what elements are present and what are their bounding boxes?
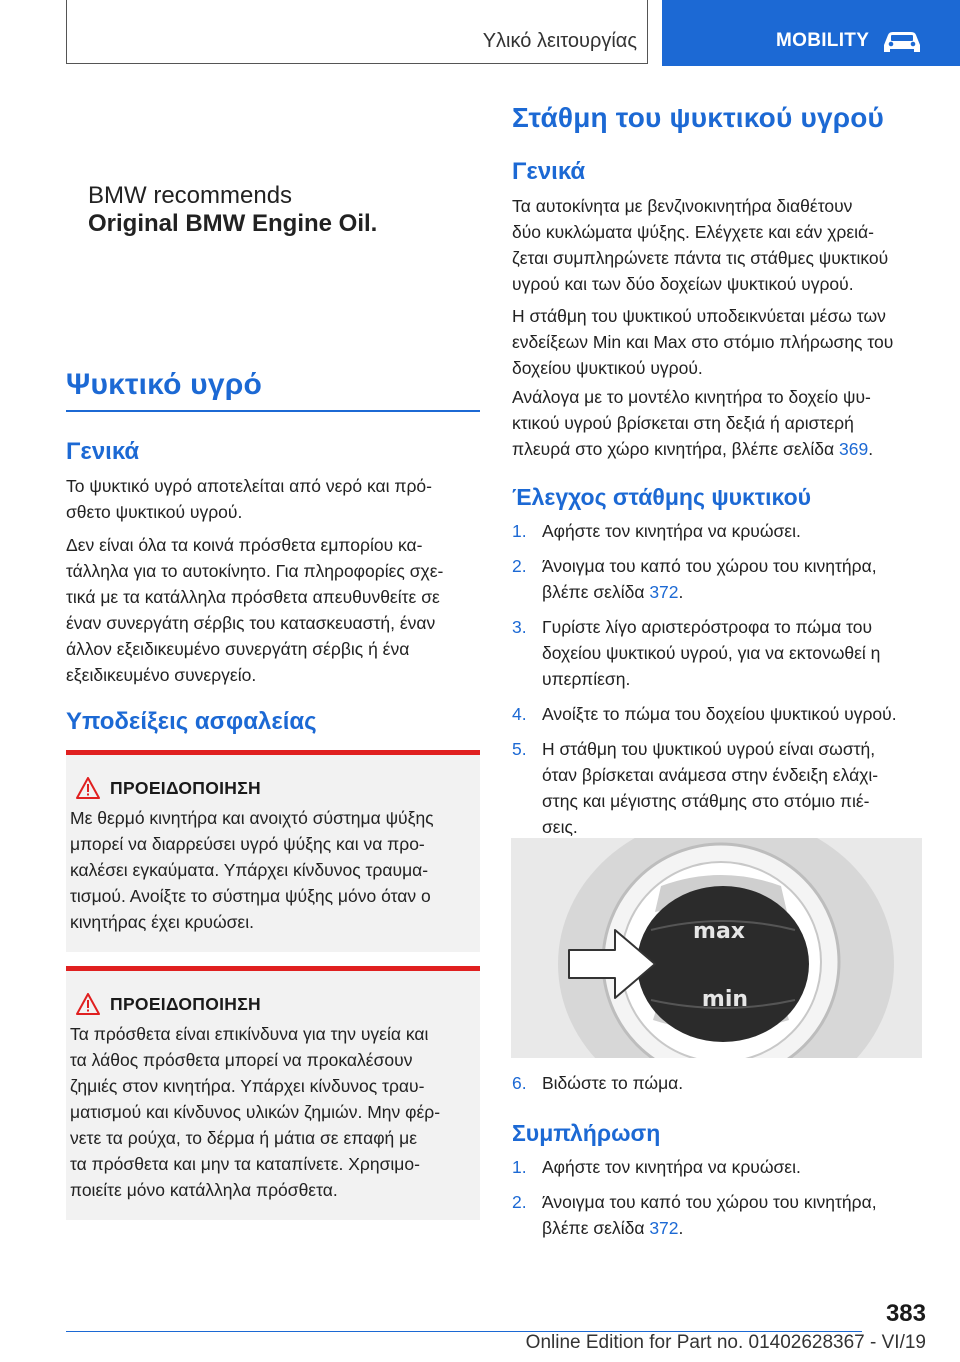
fill-heading: Συμπλήρωση (512, 1120, 661, 1146)
list-item: 3. Γυρίστε λίγο αριστερόστροφα το πώμα του δοχείου ψυκτικού υγρού, για να εκτονωθεί η υπερπίεση. (512, 617, 881, 689)
filler-neck-drawing (511, 838, 922, 1058)
general-paragraph-1: Το ψυκτικό υγρό αποτελείται από νερό και πρό- σθετο ψυκτικού υγρού. (66, 476, 432, 522)
general-paragraph-2: Δεν είναι όλα τα κοινά πρόσθετα εμπορίου κα- τάλληλα για το αυτοκίνητο. Για πληροφορίες σχε- τικά με τα κατάλληλα πρόσθετα απευθυνθείτε σε έναν συνεργάτη σέρβις του κατασκευαστή, έναν άλλον εξειδικευμένο συνεργάτη σέρβις ή ένα εξειδικευμένο συνεργείο. (66, 535, 444, 685)
title-rule (66, 410, 480, 412)
list-item: 2. Άνοιγμα του καπό του χώρου του κινητήρα, βλέπε σελίδα 372. (512, 556, 877, 602)
car-icon (880, 29, 924, 55)
warning-box-1 (66, 750, 480, 952)
warning-title-1: ΠΡΟΕΙΔΟΠΟΙΗΣΗ (76, 777, 470, 799)
general-heading-right: Γενικά (512, 158, 586, 185)
safety-heading: Υποδείξεις ασφαλείας (66, 708, 317, 735)
fill-steps-list (512, 1154, 932, 1250)
list-item: 2. Άνοιγμα του καπό του χώρου του κινητήρα, βλέπε σελίδα 372. (512, 1192, 877, 1238)
mobility-tab-label: MOBILITY (776, 30, 870, 51)
list-item: 4. Ανοίξτε το πώμα του δοχείου ψυκτικού υγρού. (512, 704, 897, 724)
bmw-recommends-line: BMW recommends (88, 182, 293, 209)
general-heading-left: Γενικά (66, 438, 140, 465)
warning-triangle-icon (76, 993, 100, 1015)
list-item: 6. Βιδώστε το πώμα. (512, 1073, 684, 1093)
warning-text-2: Τα πρόσθετα είναι επικίνδυνα για την υγεία και τα λάθος πρόσθετα μπορεί να προκαλέσουν ζημιές στον κινητήρα. Υπάρχει κίνδυνος τραυ- ματισμού και κίνδυνος υλικών ζημιών. Μην φέρ- νετε τα ρούχα, το δέρμα ή μάτια σε επαφή με τα πρόσθετα και μην τα καταπίνετε. Χρησιμο- ποιείτε μόνο κατάλληλα πρόσθετα. (70, 1024, 441, 1200)
level-paragraph-3: Ανάλογα με το μοντέλο κινητήρα το δοχείο ψυ- κτικού υγρού βρίσκεται στη δεξιά ή αριστερή πλευρά στο χώρο κινητήρα, βλέπε σελίδα 369. (512, 387, 874, 459)
list-item: 1. Αφήστε τον κινητήρα να κρυώσει. (512, 1157, 801, 1177)
footer-edition: Online Edition for Part no. 01402628367 - VI/19 (525, 1332, 926, 1353)
bmw-oil-recommendation (88, 182, 377, 238)
warning-box-2 (66, 966, 480, 1220)
warning-triangle-icon (76, 777, 100, 799)
page-link-372[interactable]: 372 (649, 1218, 679, 1238)
level-paragraph-1: Τα αυτοκίνητα με βενζινοκινητήρα διαθέτουν δύο κυκλώματα ψύξης. Ελέγχετε και εάν χρειά- ζεται συμπληρώνετε πάντα τις στάθμες ψυκτικού υγρού και των δύο δοχείων ψυκτικού υγρού. (512, 196, 889, 294)
warning-title-2: ΠΡΟΕΙΔΟΠΟΙΗΣΗ (76, 993, 470, 1015)
list-item: 5. Η στάθμη του ψυκτικού υγρού είναι σωστή, όταν βρίσκεται ανάμεσα στην ένδειξη ελάχι- στης και μέγιστης στάθμης στο στόμιο πιέ- σεις. (512, 739, 879, 837)
min-label: min (701, 987, 749, 1012)
page-number: 383 (885, 1300, 926, 1327)
coolant-title: Ψυκτικό υγρό (66, 368, 263, 401)
coolant-level-illustration (511, 838, 922, 1058)
page-link-372[interactable]: 372 (649, 582, 679, 602)
coolant-level-title: Στάθμη του ψυκτικού υγρού (512, 102, 885, 133)
bmw-engine-oil-line: Original BMW Engine Oil. (88, 210, 378, 237)
header-section-title: Υλικό λειτουργίας (482, 30, 637, 52)
page-link-369[interactable]: 369 (839, 439, 869, 459)
list-item: 1. Αφήστε τον κινητήρα να κρυώσει. (512, 521, 801, 541)
level-paragraph-2: Η στάθμη του ψυκτικού υποδεικνύεται μέσω των ενδείξεων Min και Max στο στόμιο πλήρωσης του δοχείου ψυκτικού υγρού. (512, 306, 894, 378)
step-6 (512, 1070, 932, 1105)
warning-text-1: Με θερμό κινητήρα και ανοιχτό σύστημα ψύξης μπορεί να διαρρεύσει υγρό ψύξης και να προ- καλέσει εγκαύματα. Υπάρχει κίνδυνος τραυμα- τισμού. Ανοίξτε το σύστημα ψύξης μόνο όταν ο κινητήρας έχει κρυώσει. (70, 808, 434, 932)
check-steps-list (512, 518, 932, 849)
max-label: max (693, 919, 745, 944)
check-level-heading: Έλεγχος στάθμης ψυκτικού (512, 484, 812, 510)
